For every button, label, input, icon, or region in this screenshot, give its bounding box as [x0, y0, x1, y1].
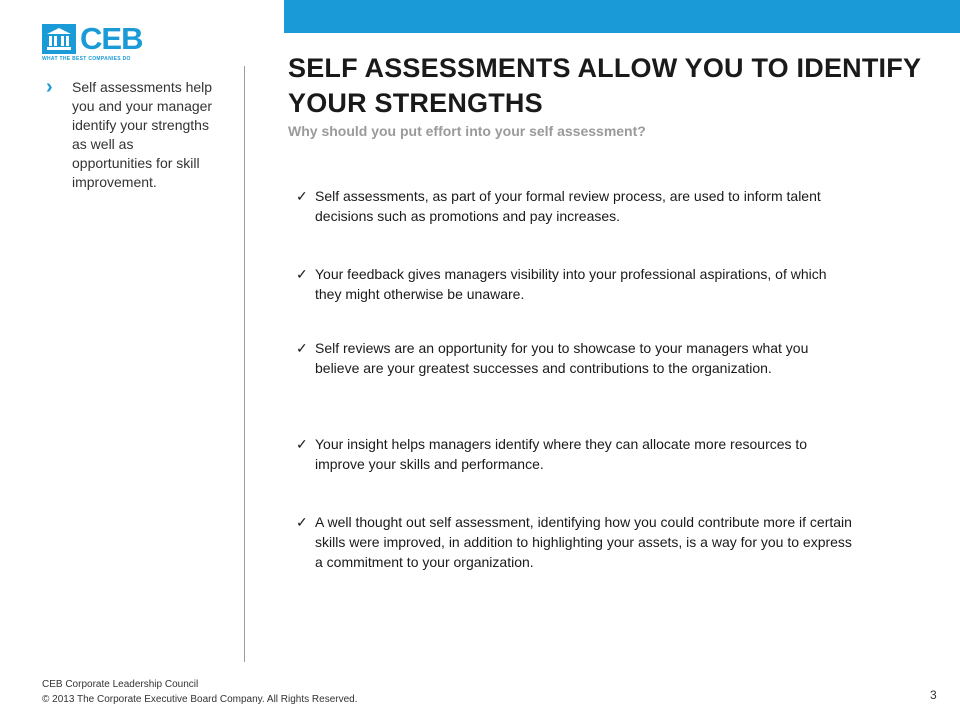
logo-wordmark: CEB [80, 21, 143, 56]
vertical-divider [244, 66, 245, 662]
bullet-item [296, 264, 856, 304]
top-accent-bar [284, 0, 960, 33]
building-icon-graphic [42, 24, 76, 54]
footer-organization: CEB Corporate Leadership Council [42, 679, 199, 690]
slide-title: SELF ASSESSMENTS ALLOW YOU TO IDENTIFY YOUR STRENGTHS [288, 53, 921, 118]
page-number: 3 [930, 688, 937, 702]
chevron-right-icon: › [46, 76, 53, 98]
footer-copyright: © 2013 The Corporate Executive Board Company. All Rights Reserved. [42, 694, 358, 705]
bullet-text: Your feedback gives managers visibility into your professional aspirations, of which they might otherwise be unaware. [315, 266, 827, 302]
check-icon: ✓ [296, 436, 308, 452]
bullet-text: Self assessments, as part of your formal review process, are used to inform talent decisions such as promotions and pay increases. [315, 188, 821, 224]
bullet-item [296, 512, 856, 572]
check-icon: ✓ [296, 340, 308, 356]
ceb-logo [42, 21, 152, 64]
bullet-text: Self reviews are an opportunity for you to showcase to your managers what you believe are your greatest successes and contributions to the organization. [315, 340, 809, 376]
building-icon [42, 24, 76, 54]
bullet-text: Your insight helps managers identify where they can allocate more resources to improve your skills and performance. [315, 436, 808, 472]
bullet-item [296, 186, 856, 226]
logo-tagline: WHAT THE BEST COMPANIES DO [42, 56, 131, 62]
bullet-item [296, 338, 856, 378]
bullet-item [296, 434, 856, 474]
slide-subtitle: Why should you put effort into your self assessment? [288, 123, 646, 139]
check-icon: ✓ [296, 188, 308, 204]
sidebar-callout: Self assessments help you and your manager identify your strengths as well as opportunities for skill improvement. [72, 79, 213, 190]
check-icon: ✓ [296, 514, 308, 530]
check-icon: ✓ [296, 266, 308, 282]
bullet-text: A well thought out self assessment, identifying how you could contribute more if certain skills were improved, in addition to highlighting your assets, is a way for you to express a commitment to your organization. [315, 514, 852, 570]
